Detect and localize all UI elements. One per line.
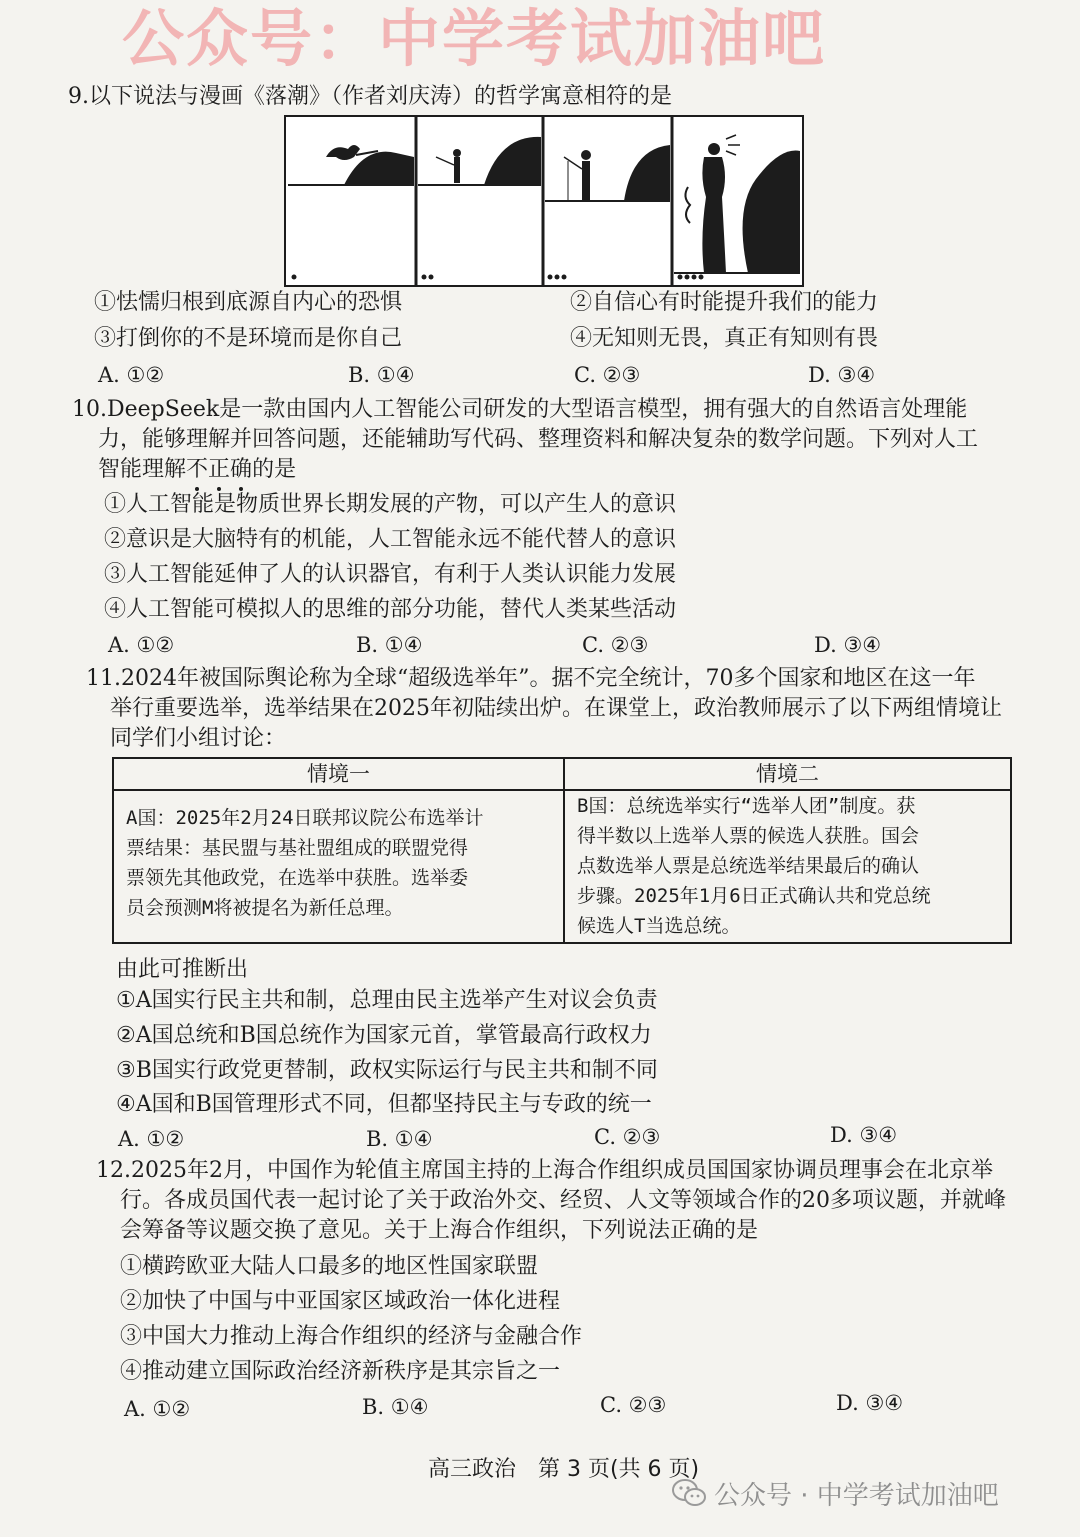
q9-stem: 9.以下说法与漫画《落潮》（作者刘庆涛）的哲学寓意相符的是 (68, 84, 672, 109)
q10-item-2: ②意识是大脑特有的机能，人工智能永远不能代替人的意识 (104, 527, 677, 552)
scenario-2-line: 候选人T当选总统。 (577, 915, 741, 937)
emphasis-char: 确 (230, 455, 252, 485)
q10-option-a[interactable]: A. ①② (108, 633, 175, 657)
scenario-1-cell (114, 789, 563, 923)
q11-item-3: ③B国实行政党更替制，政权实际运行与民主共和制不同 (116, 1058, 658, 1083)
q11-item-2: ②A国总统和B国总统作为国家元首，掌管最高行政权力 (116, 1023, 652, 1048)
q12-stem-line-1: 12.2025年2月，中国作为轮值主席国主持的上海合作组织成员国国家协调员理事会在北京举 (96, 1158, 993, 1183)
q12-option-c[interactable]: C. ②③ (600, 1393, 667, 1417)
q10-stem-line-1: 10.DeepSeek是一款由国内人工智能公司研发的大型语言模型，拥有强大的自然语言处理能 (72, 397, 968, 422)
q12-item-4: ④推动建立国际政治经济新秩序是其宗旨之一 (120, 1359, 561, 1384)
q12-option-b[interactable]: B. ①④ (362, 1395, 429, 1419)
q11-stem-line-1: 11.2024年被国际舆论称为全球“超级选举年”。据不完全统计，70多个国家和地区在这一年 (86, 666, 976, 691)
q10-stem-line-2: 力，能够理解并回答问题，还能辅助写代码、整理资料和解决复杂的数学问题。下列对人工 (98, 427, 979, 452)
q11-stem-line-2: 举行重要选举，选举结果在2025年初陆续出炉。在课堂上，政治教师展示了以下两组情境让 (110, 696, 1002, 721)
comic-luochao (284, 115, 804, 287)
comic-illustration (286, 117, 802, 285)
scenario-2-line: B国：总统选举实行“选举人团”制度。获 (577, 795, 916, 817)
watermark-bottom (672, 1473, 999, 1513)
q10-item-1: ①人工智能是物质世界长期发展的产物，可以产生人的意识 (104, 492, 677, 517)
q11-stem-line-3: 同学们小组讨论： (110, 726, 287, 751)
scenario-1-line: 员会预测M将被提名为新任总理。 (126, 897, 404, 919)
q12-option-d[interactable]: D. ③④ (836, 1391, 904, 1415)
q9-option-b[interactable]: B. ①④ (348, 363, 415, 387)
q12-stem-line-3: 会筹备等议题交换了意见。关于上海合作组织，下列说法正确的是 (120, 1218, 759, 1243)
q11-option-a[interactable]: A. ①② (118, 1127, 185, 1151)
q9-option-c[interactable]: C. ②③ (574, 363, 641, 387)
q11-lead: 由此可推断出 (116, 957, 249, 982)
q11-option-b[interactable]: B. ①④ (366, 1127, 433, 1151)
scenario-1-line: 票领先其他政党，在选举中获胜。选举委 (126, 867, 469, 889)
q10-stem-line-3 (98, 455, 296, 485)
page-footer: 高三政治 第 3 页(共 6 页) (428, 1457, 700, 1482)
q10-stem-pre: 智能理解 (98, 457, 187, 482)
q11-item-1: ①A国实行民主共和制，总理由民主选举产生对议会负责 (116, 988, 658, 1013)
q11-option-c[interactable]: C. ②③ (594, 1125, 661, 1149)
q12-option-a[interactable]: A. ①② (124, 1397, 191, 1421)
q9-option-a[interactable]: A. ①② (98, 363, 165, 387)
q12-item-2: ②加快了中国与中亚国家区域政治一体化进程 (120, 1289, 561, 1314)
watermark-top: 公众号：中学考试加油吧 (122, 2, 827, 75)
q10-stem-post: 的是 (252, 457, 297, 482)
q12-item-1: ①横跨欧亚大陆人口最多的地区性国家联盟 (120, 1254, 539, 1279)
scenario-2-line: 点数选举人票是总统选举结果最后的确认 (577, 855, 920, 877)
q9-option-d[interactable]: D. ③④ (808, 363, 876, 387)
q9-item-1: ①怯懦归根到底源自内心的恐惧 (94, 290, 403, 315)
q10-item-4: ④人工智能可模拟人的思维的部分功能，替代人类某些活动 (104, 597, 677, 622)
emphasis-char: 正 (208, 455, 230, 485)
wechat-icon (672, 1478, 706, 1508)
scenario-2-line: 得半数以上选举人票的候选人获胜。国会 (577, 825, 920, 847)
q9-item-4: ④无知则无畏，真正有知则有畏 (570, 326, 879, 351)
scenario-2-line: 步骤。2025年1月6日正式确认共和党总统 (577, 885, 931, 907)
watermark-bottom-text: 公众号 · 中学考试加油吧 (714, 1480, 999, 1511)
table-header-scenario-2: 情境二 (756, 762, 819, 786)
scenario-2-cell (565, 789, 1010, 941)
q10-option-b[interactable]: B. ①④ (356, 633, 423, 657)
q11-item-4: ④A国和B国管理形式不同，但都坚持民主与专政的统一 (116, 1092, 652, 1117)
q11-option-d[interactable]: D. ③④ (830, 1123, 898, 1147)
q10-option-d[interactable]: D. ③④ (814, 633, 882, 657)
q12-item-3: ③中国大力推动上海合作组织的经济与金融合作 (120, 1324, 583, 1349)
q9-item-2: ②自信心有时能提升我们的能力 (570, 290, 879, 315)
q10-item-3: ③人工智能延伸了人的认识器官，有利于人类认识能力发展 (104, 562, 677, 587)
table-header-scenario-1: 情境一 (307, 762, 370, 786)
scenario-1-line: A国：2025年2月24日联邦议院公布选举计 (126, 807, 484, 829)
q12-stem-line-2: 行。各成员国代表一起讨论了关于政治外交、经贸、人文等领域合作的20多项议题，并就峰 (120, 1188, 1006, 1213)
q10-option-c[interactable]: C. ②③ (582, 633, 649, 657)
emphasis-char: 不 (186, 455, 208, 485)
scenario-1-line: 票结果：基民盟与基社盟组成的联盟党得 (126, 837, 469, 859)
q9-item-3: ③打倒你的不是环境而是你自己 (94, 326, 403, 351)
scenario-table (112, 757, 1012, 944)
